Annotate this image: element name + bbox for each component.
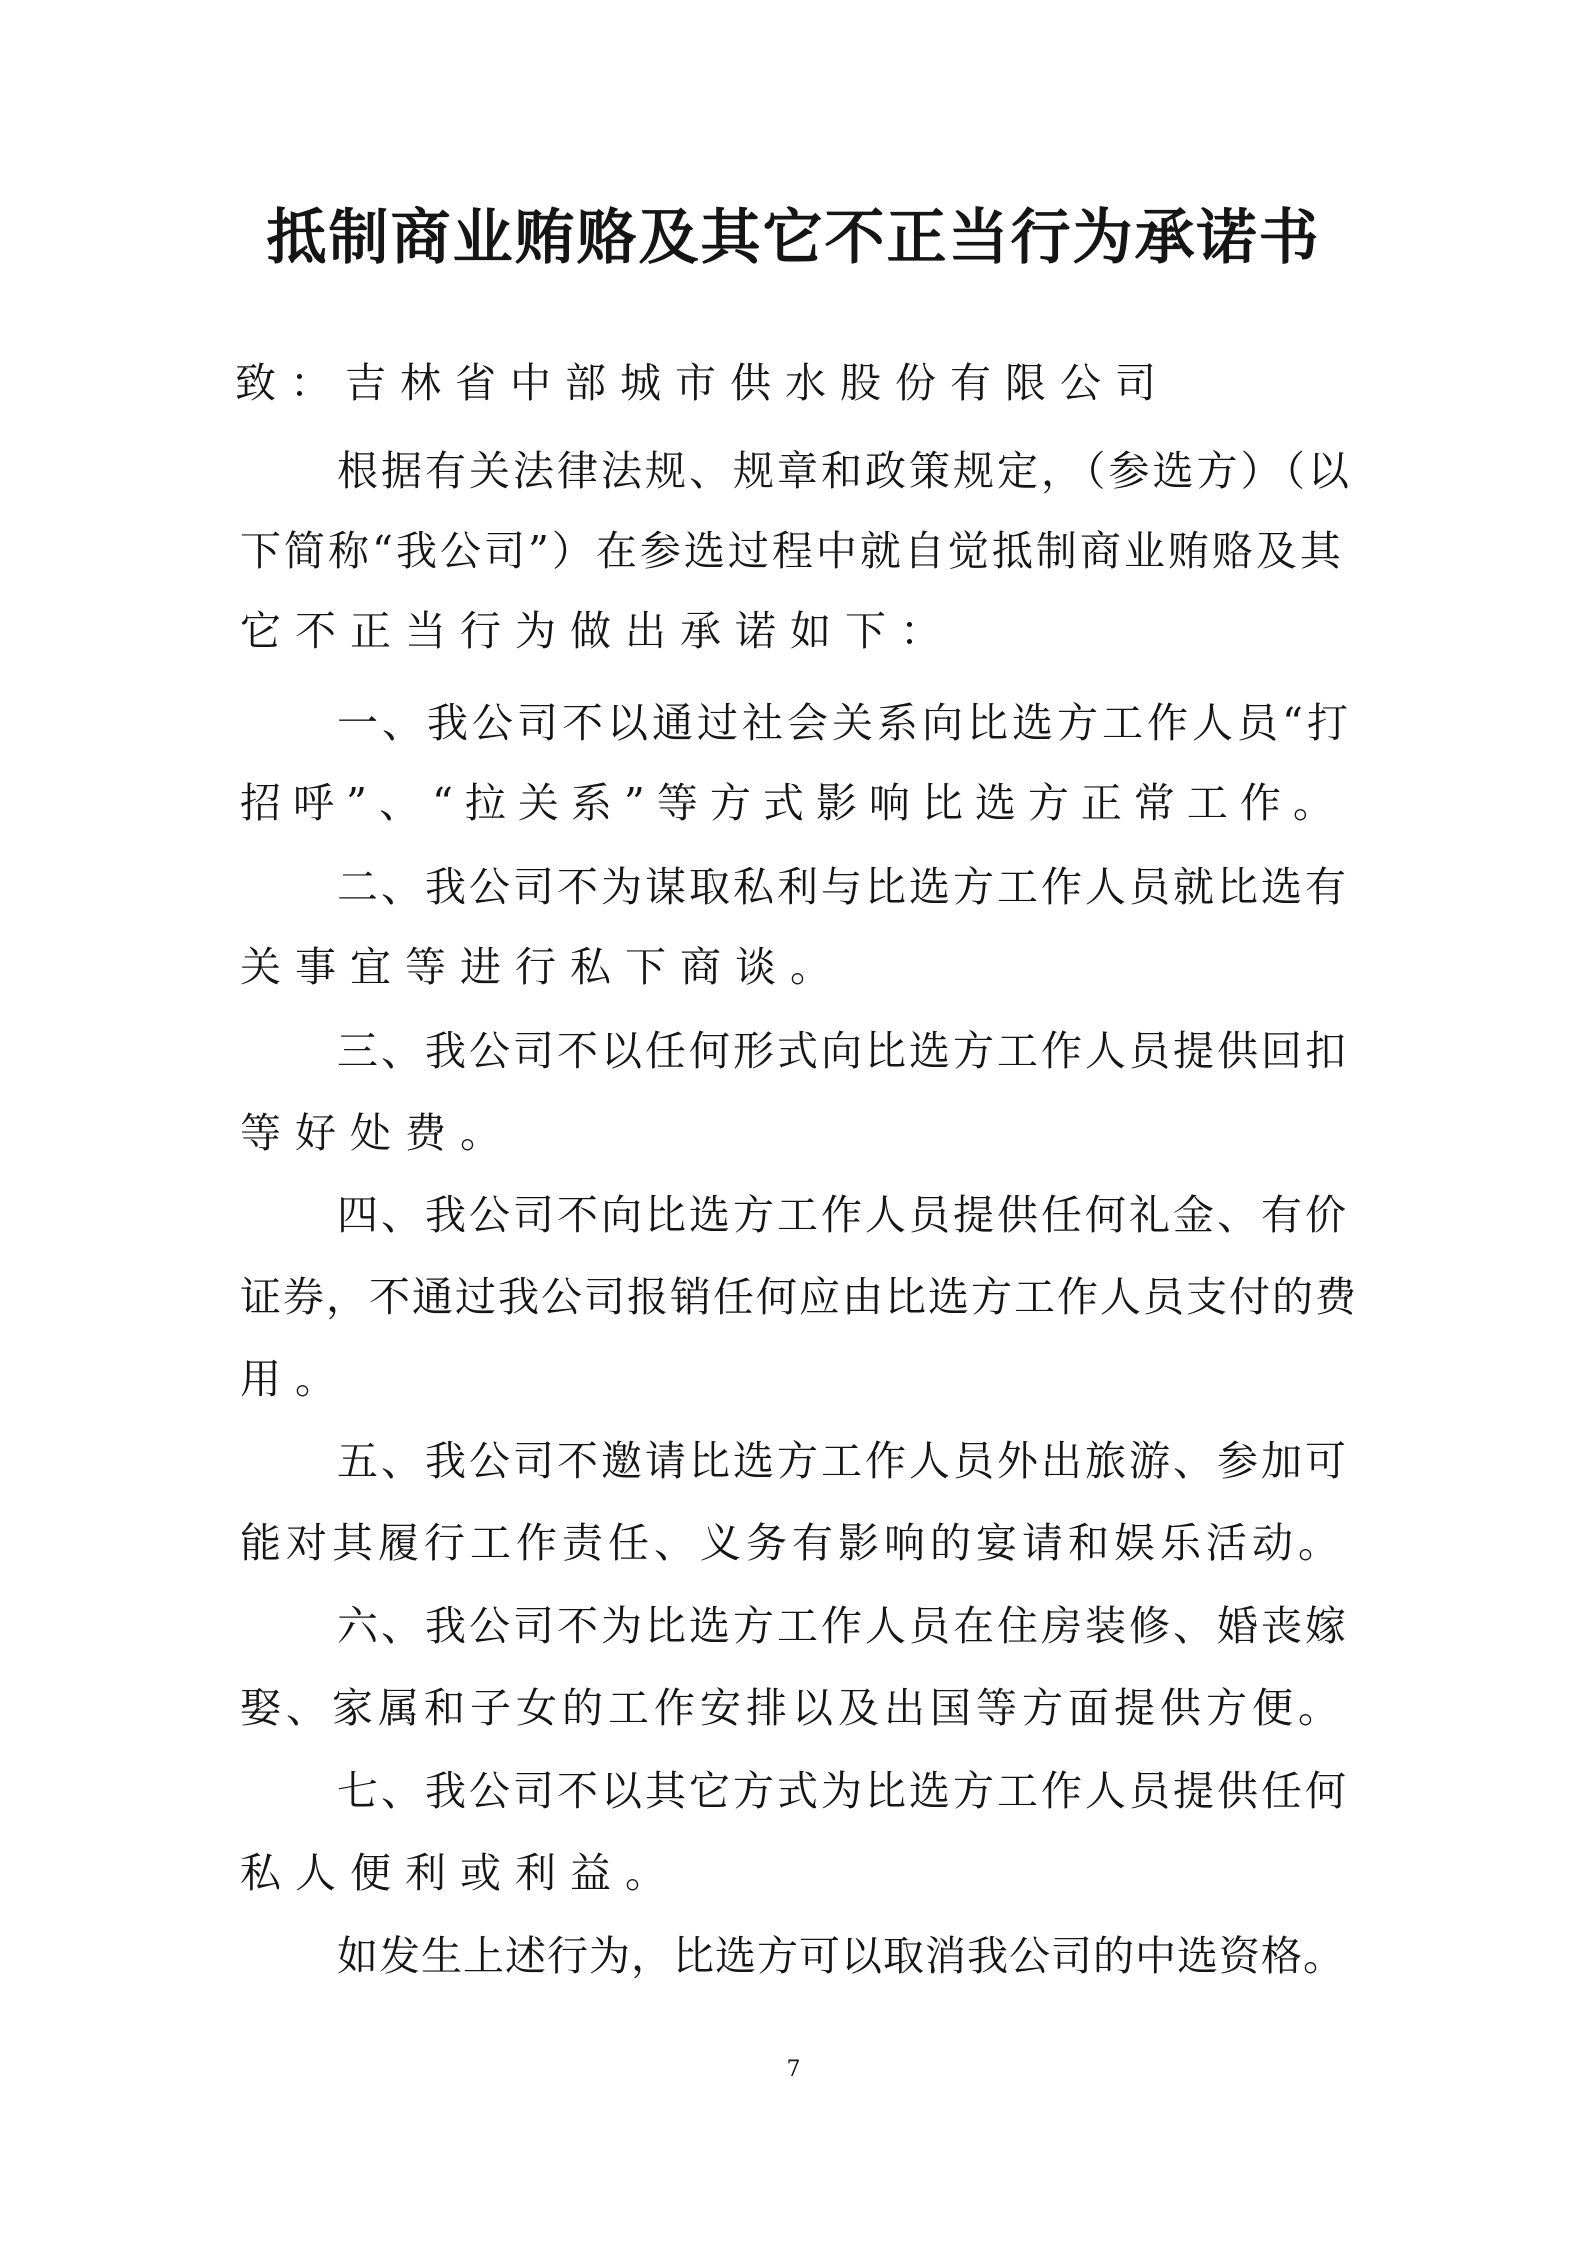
intro-line: 它不正当行为做出承诺如下： [240, 607, 955, 655]
clause-7-line: 七、我公司不以其它方式为比选方工作人员提供任何 [337, 1767, 1349, 1815]
clause-3-line: 等好处费。 [240, 1109, 515, 1157]
clause-5-line: 五、我公司不邀请比选方工作人员外出旅游、参加可 [337, 1437, 1349, 1485]
closing-line: 如发生上述行为，比选方可以取消我公司的中选资格。 [337, 1932, 1345, 1980]
clause-2-line: 关事宜等进行私下商谈。 [240, 943, 845, 991]
intro-line: 根据有关法律法规、规章和政策规定，（参选方）（以 [337, 447, 1352, 495]
clause-6-line: 娶、家属和子女的工作安排以及出国等方面提供方便。 [240, 1684, 1344, 1732]
clause-2-line: 二、我公司不为谋取私利与比选方工作人员就比选有 [337, 863, 1349, 911]
clause-4-line: 证券，不通过我公司报销任何应由比选方工作人员支付的费 [240, 1273, 1358, 1321]
intro-line: 下简称“我公司”）在参选过程中就自觉抵制商业贿赂及其 [240, 527, 1344, 575]
clause-4-line: 四、我公司不向比选方工作人员提供任何礼金、有价 [337, 1191, 1349, 1239]
clause-3-line: 三、我公司不以任何形式向比选方工作人员提供回扣 [337, 1027, 1349, 1075]
clause-7-line: 私人便利或利益。 [240, 1849, 680, 1897]
addressee-line: 致：吉林省中部城市供水股份有限公司 [235, 359, 1170, 407]
clause-5-line: 能对其履行工作责任、义务有影响的宴请和娱乐活动。 [240, 1519, 1344, 1567]
clause-6-line: 六、我公司不为比选方工作人员在住房装修、婚丧嫁 [337, 1602, 1349, 1650]
clause-4-line: 用。 [240, 1355, 350, 1403]
clause-1-line: 招呼”、“拉关系”等方式影响比选方正常工作。 [240, 779, 1346, 827]
page-number: 7 [786, 2057, 801, 2082]
clause-1-line: 一、我公司不以通过社会关系向比选方工作人员“打 [337, 699, 1352, 747]
document-title: 抵制商业贿赂及其它不正当行为承诺书 [266, 203, 1321, 273]
